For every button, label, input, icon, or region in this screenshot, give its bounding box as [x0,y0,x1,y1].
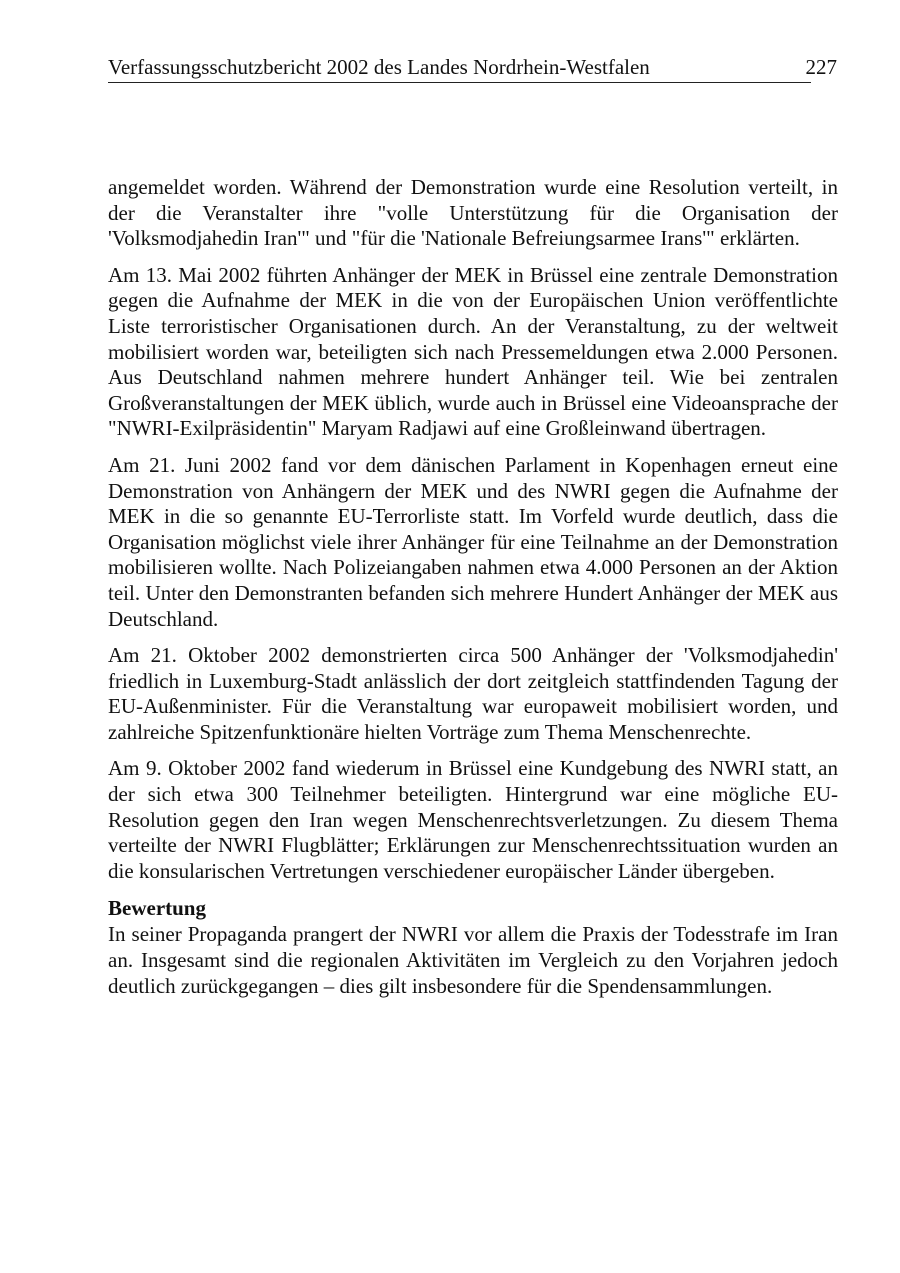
running-header [108,52,837,83]
paragraph-bewertung: In seiner Propaganda prangert der NWRI vor allem die Praxis der Todesstrafe im Iran an. Insgesamt sind die regionalen Aktivitäten im Vergleich zu den Vorjahren jedoch deutlich zurückgegangen – dies gilt insbesondere für die Spendensammlungen. [108,922,838,998]
paragraph-brussels-may: Am 13. Mai 2002 führten Anhänger der MEK in Brüssel eine zentrale Demonstration gegen die Aufnahme der MEK in die von der Europäischen Union veröffentlichte Liste terroristischer Organisationen durch. An der Veranstaltung, zu der weltweit mobilisiert worden war, beteiligten sich nach Pressemeldungen etwa 2.000 Personen. Aus Deutschland nahmen mehrere hundert Anhänger teil. Wie bei zentralen Großveranstaltungen der MEK üblich, wurde auch in Brüssel eine Videoansprache der "NWRI-Exilpräsidentin" Maryam Radjawi auf eine Großleinwand übertragen. [108,262,838,441]
paragraph-luxembourg-october: Am 21. Oktober 2002 demonstrierten circa 500 Anhänger der 'Volksmodjahedin' friedlich in Luxemburg-Stadt anlässlich der dort zeitgleich stattfindenden Tagung der EU-Außenminister. Für die Veranstaltung war europaweit mobilisiert worden, und zahlreiche Spitzenfunktionäre hielten Vorträge zum Thema Menschenrechte. [108,643,838,744]
paragraph-copenhagen-june: Am 21. Juni 2002 fand vor dem dänischen Parlament in Kopenhagen erneut eine Demonstration von Anhängern der MEK und des NWRI gegen die Aufnahme der MEK in die so genannte EU-Terrorliste statt. Im Vorfeld wurde deutlich, dass die Organisation möglichst viele ihrer Anhänger für eine Teilnahme an der Demonstration mobilisieren wollte. Nach Polizeiangaben nahmen etwa 4.000 Personen an der Aktion teil. Unter den Demonstranten befanden sich mehrere Hundert Anhänger der MEK aus Deutschland. [108,452,838,631]
section-heading-bewertung: Bewertung [108,896,206,921]
body-text [108,175,838,1010]
page-number: 227 [805,55,837,79]
paragraph-brussels-october: Am 9. Oktober 2002 fand wiederum in Brüssel eine Kundgebung des NWRI statt, an der sich etwa 300 Teilnehmer beteiligten. Hintergrund war eine mögliche EU-Resolution gegen den Iran wegen Menschenrechtsverletzungen. Zu diesem Thema verteilte der NWRI Flugblätter; Erklärungen zur Menschenrechtssituation wurden an die konsularischen Vertretungen verschiedener europäischer Länder übergeben. [108,756,838,883]
paragraph-resolution: angemeldet worden. Während der Demonstration wurde eine Resolution verteilt, in der die Veranstalter ihre "volle Unterstützung für die Organisation der 'Volksmodjahedin Iran'" und "für die 'Nationale Befreiungsarmee Irans'" erklärten. [108,175,838,251]
header-title: Verfassungsschutzbericht 2002 des Landes Nordrhein-Westfalen [108,55,650,79]
